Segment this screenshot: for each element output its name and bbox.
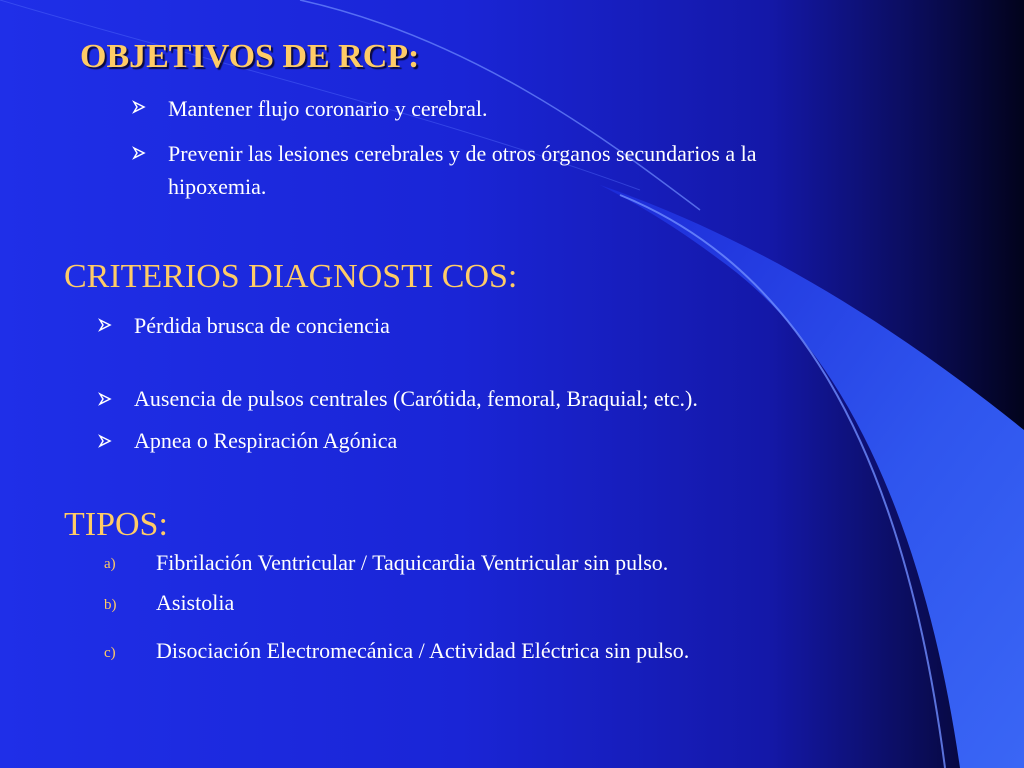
arrow-bullet-icon [98, 318, 112, 337]
tipo-marker-a: a) [104, 556, 116, 572]
objetivo-item-2-line-1: Prevenir las lesiones cerebrales y de otros órganos secundarios a la [168, 141, 757, 166]
heading-criterios: CRITERIOS DIAGNOSTI COS: [64, 258, 518, 295]
arrow-bullet-icon [132, 100, 146, 119]
tipo-marker-c: c) [104, 645, 116, 661]
tipo-item-a: Fibrilación Ventricular / Taquicardia Ventricular sin pulso. [156, 550, 669, 575]
tipo-item-b: Asistolia [156, 590, 235, 615]
arrow-bullet-icon [98, 434, 112, 453]
arrow-bullet-icon [132, 146, 146, 165]
heading-tipos: TIPOS: [64, 506, 168, 543]
tipo-item-c: Disociación Electromecánica / Actividad Eléctrica sin pulso. [156, 638, 690, 663]
heading-objetivos: OBJETIVOS DE RCP: [80, 38, 420, 75]
tipo-marker-b: b) [104, 597, 117, 613]
criterio-item-1: Pérdida brusca de conciencia [134, 313, 390, 338]
criterio-item-3: Apnea o Respiración Agónica [134, 428, 398, 453]
criterio-item-2: Ausencia de pulsos centrales (Carótida, femoral, Braquial; etc.). [134, 386, 698, 411]
objetivo-item-1: Mantener flujo coronario y cerebral. [168, 96, 488, 121]
arrow-bullet-icon [98, 392, 112, 411]
objetivo-item-2-line-2: hipoxemia. [168, 174, 267, 199]
